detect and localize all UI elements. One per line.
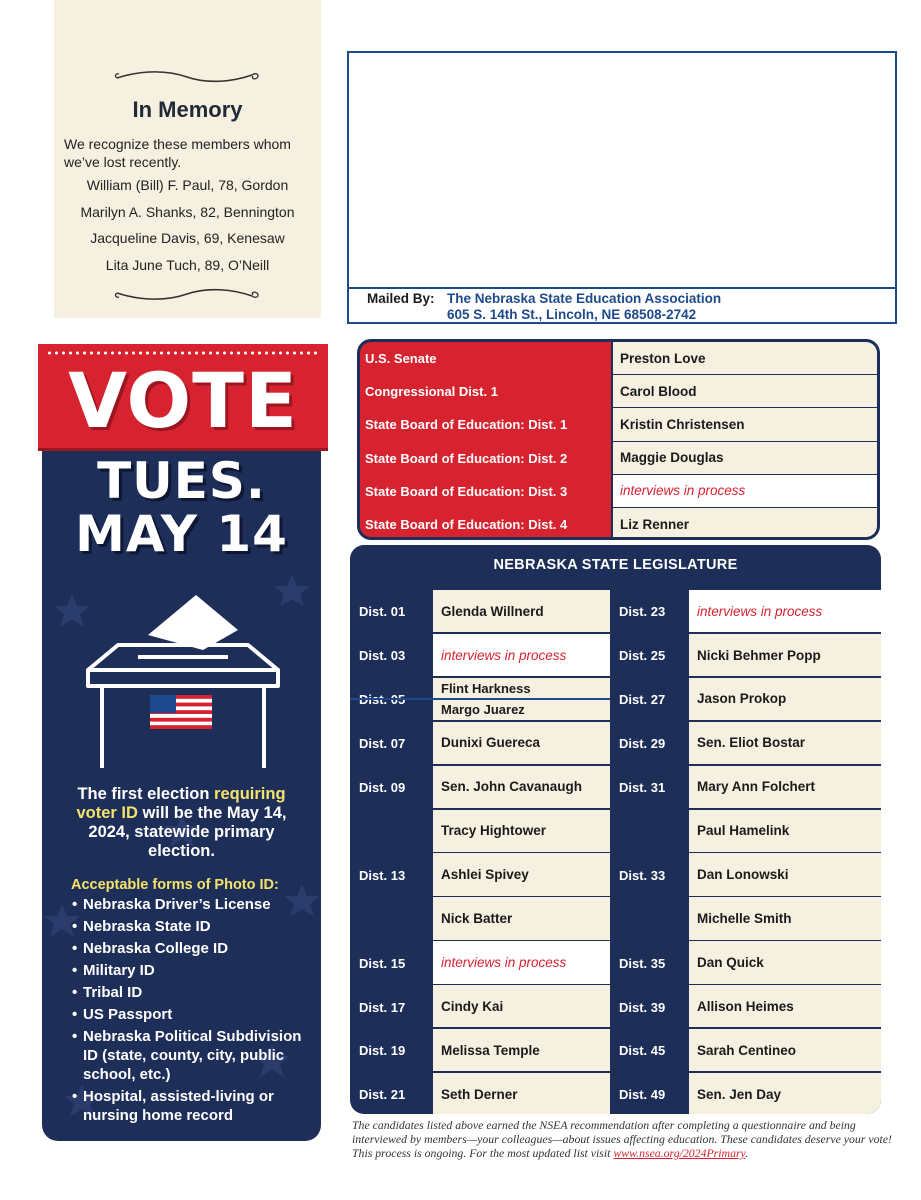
mailed-by-org: The Nebraska State Education Association [447, 291, 722, 306]
district-label: Dist. 07 [359, 736, 406, 752]
footnote [352, 1118, 892, 1160]
district-label: Dist. 27 [619, 692, 666, 708]
mailed-by-label: Mailed By: [367, 291, 435, 306]
photo-id-list [72, 895, 312, 1128]
office-name: State Board of Education: Dist. 2 [360, 442, 611, 475]
candidate-name: Carol Blood [613, 375, 877, 408]
candidate-name: Allison Heimes [689, 985, 881, 1027]
office-name: U.S. Senate [360, 342, 611, 375]
memory-name: Jacqueline Davis, 69, Kenesaw [90, 230, 285, 246]
district-label: Dist. 21 [359, 1087, 406, 1103]
candidate-name: Flint Harkness [433, 678, 610, 698]
district-label: Dist. 19 [359, 1043, 406, 1059]
footnote-text: The candidates listed above earned the NSEA recommendation after completing a questionnaire and being interviewed by members—your colleagues—about issues affecting education. These candidates deserve your vote! This process is ongoing. For the most updated list visit [352, 1118, 892, 1160]
table-row [360, 375, 877, 408]
memory-title: In Memory [132, 97, 243, 122]
district-label: Dist. 09 [359, 780, 406, 796]
district-label: Dist. 17 [359, 999, 406, 1015]
district-label: Dist. 03 [359, 648, 406, 664]
district-label: Dist. 01 [359, 604, 406, 620]
legislature-table [350, 545, 881, 1114]
table-row [360, 408, 877, 441]
photo-id-item: • Nebraska College ID [72, 939, 312, 958]
candidate-name: Glenda Willnerd [433, 590, 610, 632]
mailing-label-box [347, 51, 897, 324]
district-label: Dist. 33 [619, 867, 666, 883]
candidate-name: Nicki Behmer Popp [689, 634, 881, 676]
photo-id-item: • Hospital, assisted-living or nursing home record [72, 1087, 312, 1125]
candidate-name: Maggie Douglas [613, 442, 877, 475]
table-row [360, 508, 877, 540]
candidate-name: Preston Love [613, 342, 877, 375]
in-memory-panel [54, 0, 321, 318]
table-row [360, 342, 877, 375]
memory-name: Lita June Tuch, 89, O’Neill [105, 256, 270, 273]
photo-id-item: • Nebraska State ID [72, 917, 312, 936]
table-row [360, 475, 877, 508]
candidate-name: Paul Hamelink [689, 810, 881, 852]
vote-headline: VOTE [68, 356, 298, 445]
photo-id-item: • US Passport [72, 1005, 312, 1024]
election-day: TUES. [97, 452, 266, 510]
district-label: Dist. 23 [619, 604, 666, 620]
flourish-icon [112, 283, 262, 305]
primary-link[interactable]: www.nsea.org/2024Primary [613, 1146, 746, 1160]
candidate-name: interviews in process [433, 634, 610, 676]
voter-id-pre: The first election [77, 785, 215, 803]
candidate-name: Tracy Hightower [433, 810, 610, 852]
candidate-name: Cindy Kai [433, 985, 610, 1027]
mailed-by-address: 605 S. 14th St., Lincoln, NE 68508-2742 [447, 307, 697, 322]
candidate-name: Kristin Christensen [613, 408, 877, 441]
district-label: Dist. 45 [619, 1043, 666, 1059]
candidate-name: Nick Batter [433, 897, 610, 939]
table-row [360, 442, 877, 475]
voter-id-notice [60, 785, 303, 861]
district-label: Dist. 13 [359, 867, 406, 883]
footnote-end: . [745, 1146, 749, 1160]
office-name: State Board of Education: Dist. 1 [360, 408, 611, 441]
office-name: State Board of Education: Dist. 3 [360, 475, 611, 508]
candidate-name: Jason Prokop [689, 678, 881, 720]
photo-id-item: • Nebraska Driver’s License [72, 895, 312, 914]
candidate-name: Margo Juarez [433, 700, 610, 720]
candidate-name: Dan Lonowski [689, 853, 881, 895]
candidate-name: Dan Quick [689, 941, 881, 983]
candidate-name: Seth Derner [433, 1073, 610, 1114]
photo-id-title: Acceptable forms of Photo ID: [71, 877, 279, 893]
candidate-name: Mary Ann Folchert [689, 766, 881, 808]
candidate-name: Ashlei Spivey [433, 853, 610, 895]
candidate-name: interviews in process [613, 475, 877, 508]
office-name: State Board of Education: Dist. 4 [360, 508, 611, 540]
voter-id-highlight: requiring voter ID [76, 785, 286, 822]
district-label: Dist. 29 [619, 736, 666, 752]
voter-id-post: will be the May 14, 2024, statewide primary election. [88, 804, 287, 860]
memory-intro: We recognize these members whom we’ve lost recently. [64, 136, 291, 170]
district-label: Dist. 25 [619, 648, 666, 664]
election-date: MAY 14 [75, 505, 288, 563]
photo-id-item: • Military ID [72, 961, 312, 980]
candidate-name: Michelle Smith [689, 897, 881, 939]
candidate-name: Dunixi Guereca [433, 722, 610, 764]
memory-name: Marilyn A. Shanks, 82, Bennington [80, 203, 295, 220]
photo-id-item: • Nebraska Political Subdivision ID (state, county, city, public school, etc.) [72, 1027, 312, 1084]
candidate-name: Sarah Centineo [689, 1029, 881, 1071]
district-label: Dist. 49 [619, 1087, 666, 1103]
candidate-name: Liz Renner [613, 508, 877, 540]
statewide-races-table [357, 339, 880, 540]
memory-names [54, 175, 321, 281]
candidate-name: interviews in process [689, 590, 881, 632]
district-label: Dist. 39 [619, 999, 666, 1015]
legislature-title: NEBRASKA STATE LEGISLATURE [493, 557, 738, 573]
photo-id-item: • Tribal ID [72, 983, 312, 1002]
candidate-name: Sen. John Cavanaugh [433, 766, 610, 808]
mailing-divider [349, 287, 895, 289]
candidate-name: Sen. Jen Day [689, 1073, 881, 1114]
district-label: Dist. 31 [619, 780, 666, 796]
district-label: Dist. 35 [619, 955, 666, 971]
candidate-name: Sen. Eliot Bostar [689, 722, 881, 764]
candidate-name: interviews in process [433, 941, 610, 983]
vote-banner [38, 344, 328, 448]
us-flag-icon [150, 695, 212, 729]
district-label: Dist. 15 [359, 955, 406, 971]
ballot-box-icon [78, 590, 288, 770]
candidate-name: Melissa Temple [433, 1029, 610, 1071]
memory-name: William (Bill) F. Paul, 78, Gordon [86, 177, 289, 193]
office-name: Congressional Dist. 1 [360, 375, 611, 408]
flourish-icon [112, 66, 262, 88]
